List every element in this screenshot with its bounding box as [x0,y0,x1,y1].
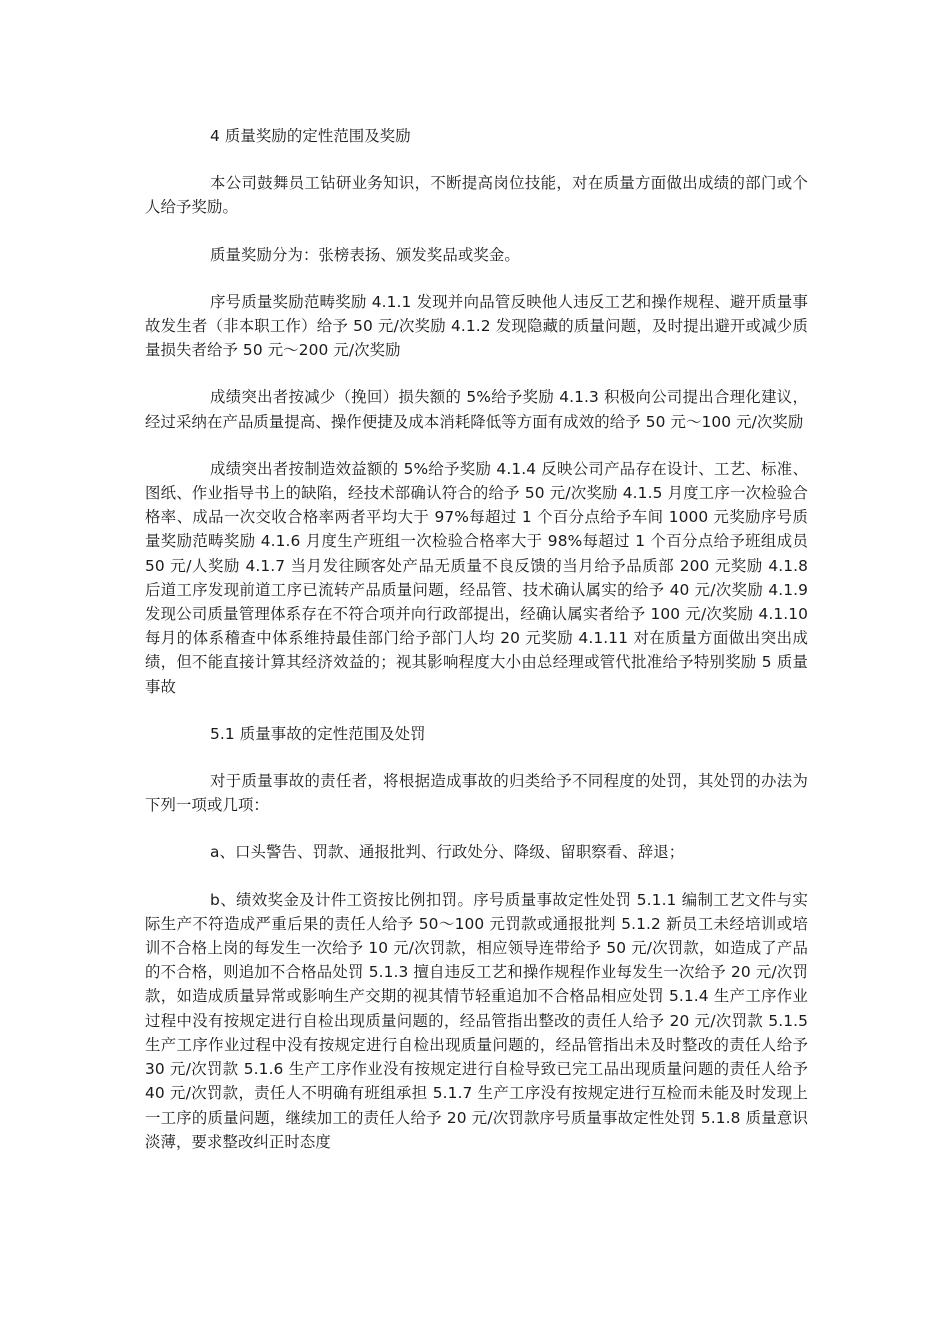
paragraph-reward-items-3: 成绩突出者按制造效益额的 5%给予奖励 4.1.4 反映公司产品存在设计、工艺、标准、图纸、作业指导书上的缺陷，经技术部确认符合的给予 50 元/次奖励 4.1.5 月度工序一次检验合格率、成品一次交收合格率两者平均大于 97%每超过 1 个百分点给予车间 1000 元奖励序号质量奖励范畴奖励 4.1.6 月度生产班组一次检验合格率大于 98%每超过 1 个百分点给予班组成员 50 元/人奖励 4.1.7 当月发往顾客处产品无质量不良反馈的当月给予品质部 200 元奖励 4.1.8 后道工序发现前道工序已流转产品质量问题，经品管、技术确认属实的给予 40 元/次奖励 4.1.9 发现公司质量管理体系存在不符合项并向行政部提出，经确认属实者给予 100 元/次奖励 4.1.10 每月的体系稽查中体系维持最佳部门给予部门人均 20 元奖励 4.1.11 对在质量方面做出突出成绩，但不能直接计算其经济效益的；视其影响程度大小由总经理或管代批准给予特别奖励 5 质量事故 [145,459,808,696]
document-body [145,124,808,1154]
paragraph-reward-items-2: 成绩突出者按减少（挽回）损失额的 5%给予奖励 4.1.3 积极向公司提出合理化建议，经过采纳在产品质量提高、操作便捷及成本消耗降低等方面有成效的给予 50 元～100 元/次奖励 [145,388,808,431]
paragraph-penalty-option-a: a、口头警告、罚款、通报批判、行政处分、降级、留职察看、辞退； [210,843,685,862]
section-heading-5-1: 5.1 质量事故的定性范围及处罚 [210,724,426,743]
paragraph-reward-types: 质量奖励分为：张榜表扬、颁发奖品或奖金。 [210,245,520,264]
paragraph-reward-intro: 本公司鼓舞员工钻研业务知识，不断提高岗位技能，对在质量方面做出成绩的部门或个人给予奖励。 [145,174,808,217]
paragraph-reward-items-1: 序号质量奖励范畴奖励 4.1.1 发现并向品管反映他人违反工艺和操作规程、避开质量事故发生者（非本职工作）给予 50 元/次奖励 4.1.2 发现隐藏的质量问题，及时提出避开或减少质量损失者给予 50 元～200 元/次奖励 [145,292,808,360]
paragraph-penalty-intro: 对于质量事故的责任者，将根据造成事故的归类给予不同程度的处罚，其处罚的办法为下列一项或几项： [145,772,808,815]
section-heading-4: 4 质量奖励的定性范围及奖励 [210,127,411,145]
paragraph-penalty-option-b: b、绩效奖金及计件工资按比例扣罚。序号质量事故定性处罚 5.1.1 编制工艺文件与实际生产不符造成严重后果的责任人给予 50～100 元罚款或通报批判 5.1.2 新员工未经培训或培训不合格上岗的每发生一次给予 10 元/次罚款，相应领导连带给予 50 元/次罚款，如造成了产品的不合格，则追加不合格品处罚 5.1.3 擅自违反工艺和操作规程作业每发生一次给予 20 元/次罚款，如造成质量异常或影响生产交期的视其情节轻重追加不合格品相应处罚 5.1.4 生产工序作业过程中没有按规定进行自检出现质量问题的，经品管指出整改的责任人给予 20 元/次罚款 5.1.5 生产工序作业过程中没有按规定进行自检出现质量问题的，经品管指出未及时整改的责任人给予 30 元/次罚款 5.1.6 生产工序作业没有按规定进行自检导致已完工品出现质量问题的责任人给予 40 元/次罚款，责任人不明确有班组承担 5.1.7 生产工序没有按规定进行互检而未能及时发现上一工序的质量问题，继续加工的责任人给予 20 元/次罚款序号质量事故定性处罚 5.1.8 质量意识淡薄，要求整改纠正时态度 [145,890,808,1151]
